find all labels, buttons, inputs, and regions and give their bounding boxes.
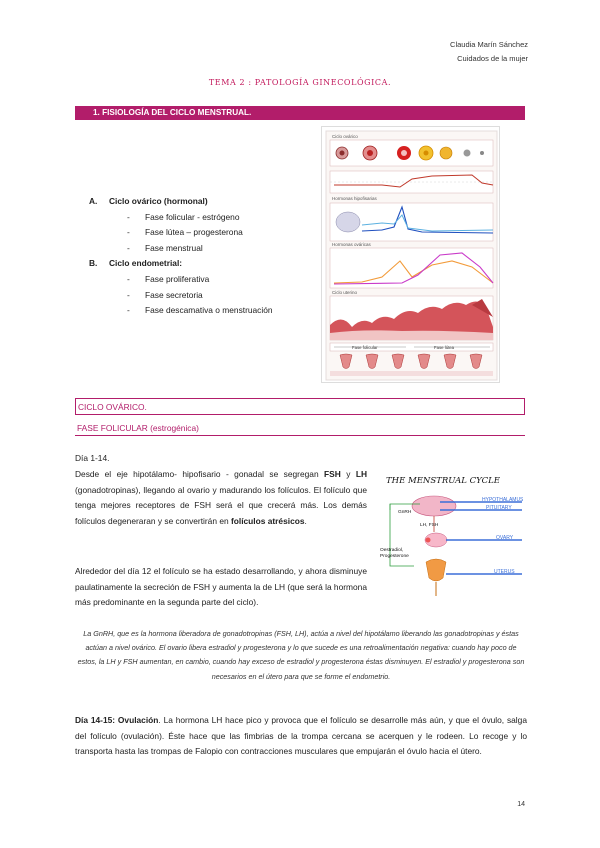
gnrh-note: La GnRH, que es la hormona liberadora de gonadotropinas (FSH, LH), actúa a nivel del hipotálamo liberando las gonadotropinas y éstas actúan a nivel ovárico. El ovario libera estradiol y progesterona y lo que sucede es una retroalimentación negativa: cuando hay poco de estos, la LH y FSH aumentan, en cambio, cuando hay exceso de estradiol y progesterona éstas disminuyen. El estradiol y progesterona son necesarios en el útero para que se forme el endometrio. <box>77 629 525 681</box>
page-number: 14 <box>517 801 525 808</box>
outline-item-b: B. Ciclo endometrial: <box>89 258 183 269</box>
svg-text:LH, FSH: LH, FSH <box>420 523 439 528</box>
label-ciclo-uterino: Ciclo uterino <box>332 290 358 295</box>
section-heading: 1. FISIOLOGÍA DEL CICLO MENSTRUAL. <box>75 106 525 120</box>
cycle-outline <box>89 194 273 319</box>
author-name: Claudia Marín Sánchez <box>450 40 528 49</box>
subsection-ciclo-ovarico: CICLO OVÁRICO. <box>75 398 525 415</box>
outline-subitem: - Fase lútea – progesterona <box>127 227 243 238</box>
outline-item-a: A. Ciclo ovárico (hormonal) <box>89 196 208 206</box>
outline-subitem: - Fase proliferativa <box>127 273 210 284</box>
days-label: Día 1-14. <box>75 453 110 463</box>
topic-title: TEMA 2 : PATOLOGÍA GINECOLÓGICA. <box>208 78 392 87</box>
figure-title: THE MENSTRUAL CYCLE <box>386 476 500 486</box>
outline-subitem: - Fase descamativa o menstruación <box>127 305 273 316</box>
outline-subitem: - Fase folicular - estrógeno <box>127 211 240 222</box>
menstrual-cycle-diagram <box>321 126 500 383</box>
svg-text:PITUITARY: PITUITARY <box>486 505 512 511</box>
svg-text:Progesterone: Progesterone <box>380 554 409 559</box>
hormonal-axis-diagram <box>374 470 523 600</box>
paragraph-gonadotropins: Desde el eje hipotálamo- hipofisario - gonadal se segregan FSH y LH (gonadotropinas), llegando al ovario y madurando los folículos. El folículo que tenga mejores receptores de FSH será el que crecerá más. Los demás folículos degeneraran y se convertirán en folículos atrésicos. <box>75 469 367 526</box>
paragraph-ovulation: Día 14-15: Ovulación. La hormona LH hace pico y provoca que el folículo se desarrolle más aún, y que el óvulo, salga del folículo (ovulación). Éste hace que las fimbrias de la trompa cercana se acerquen y le rodeen. Lo recoge y lo transporta hasta las trompas de Falopio con contracciones musculares que empujarán el óvulo hacia el útero. <box>75 715 527 757</box>
label-fase-folicular: Fase folicular <box>352 345 378 350</box>
header-author-block <box>450 38 528 66</box>
subsection-fase-folicular: FASE FOLICULAR (estrogénica) <box>75 421 525 436</box>
svg-text:OVARY: OVARY <box>496 535 514 541</box>
subject-name: Cuidados de la mujer <box>457 54 528 63</box>
outline-subitem: - Fase menstrual <box>127 242 203 253</box>
label-hormonas-ovaricas: Hormonas ováricas <box>332 242 371 247</box>
svg-text:HYPOTHALAMUS: HYPOTHALAMUS <box>482 497 523 503</box>
outline-subitem: - Fase secretoria <box>127 289 203 300</box>
svg-text:Oestradiol,: Oestradiol, <box>380 548 404 553</box>
label-hormonas-hipofisarias: Hormonas hipofisarias <box>332 196 377 201</box>
svg-text:GnRH: GnRH <box>398 510 412 515</box>
svg-text:UTERUS: UTERUS <box>494 569 515 575</box>
label-fase-lutea: Fase lútea <box>434 345 455 350</box>
label-ciclo-ovarico: Ciclo ovárico <box>332 134 358 139</box>
paragraph-day-12: Alrededor del día 12 el folículo se ha estado desarrollando, y ahora disminuye paulatinamente la secreción de FSH y aumenta la de LH (que será la hormona más predominante en la segunda parte del ciclo). <box>75 566 367 608</box>
